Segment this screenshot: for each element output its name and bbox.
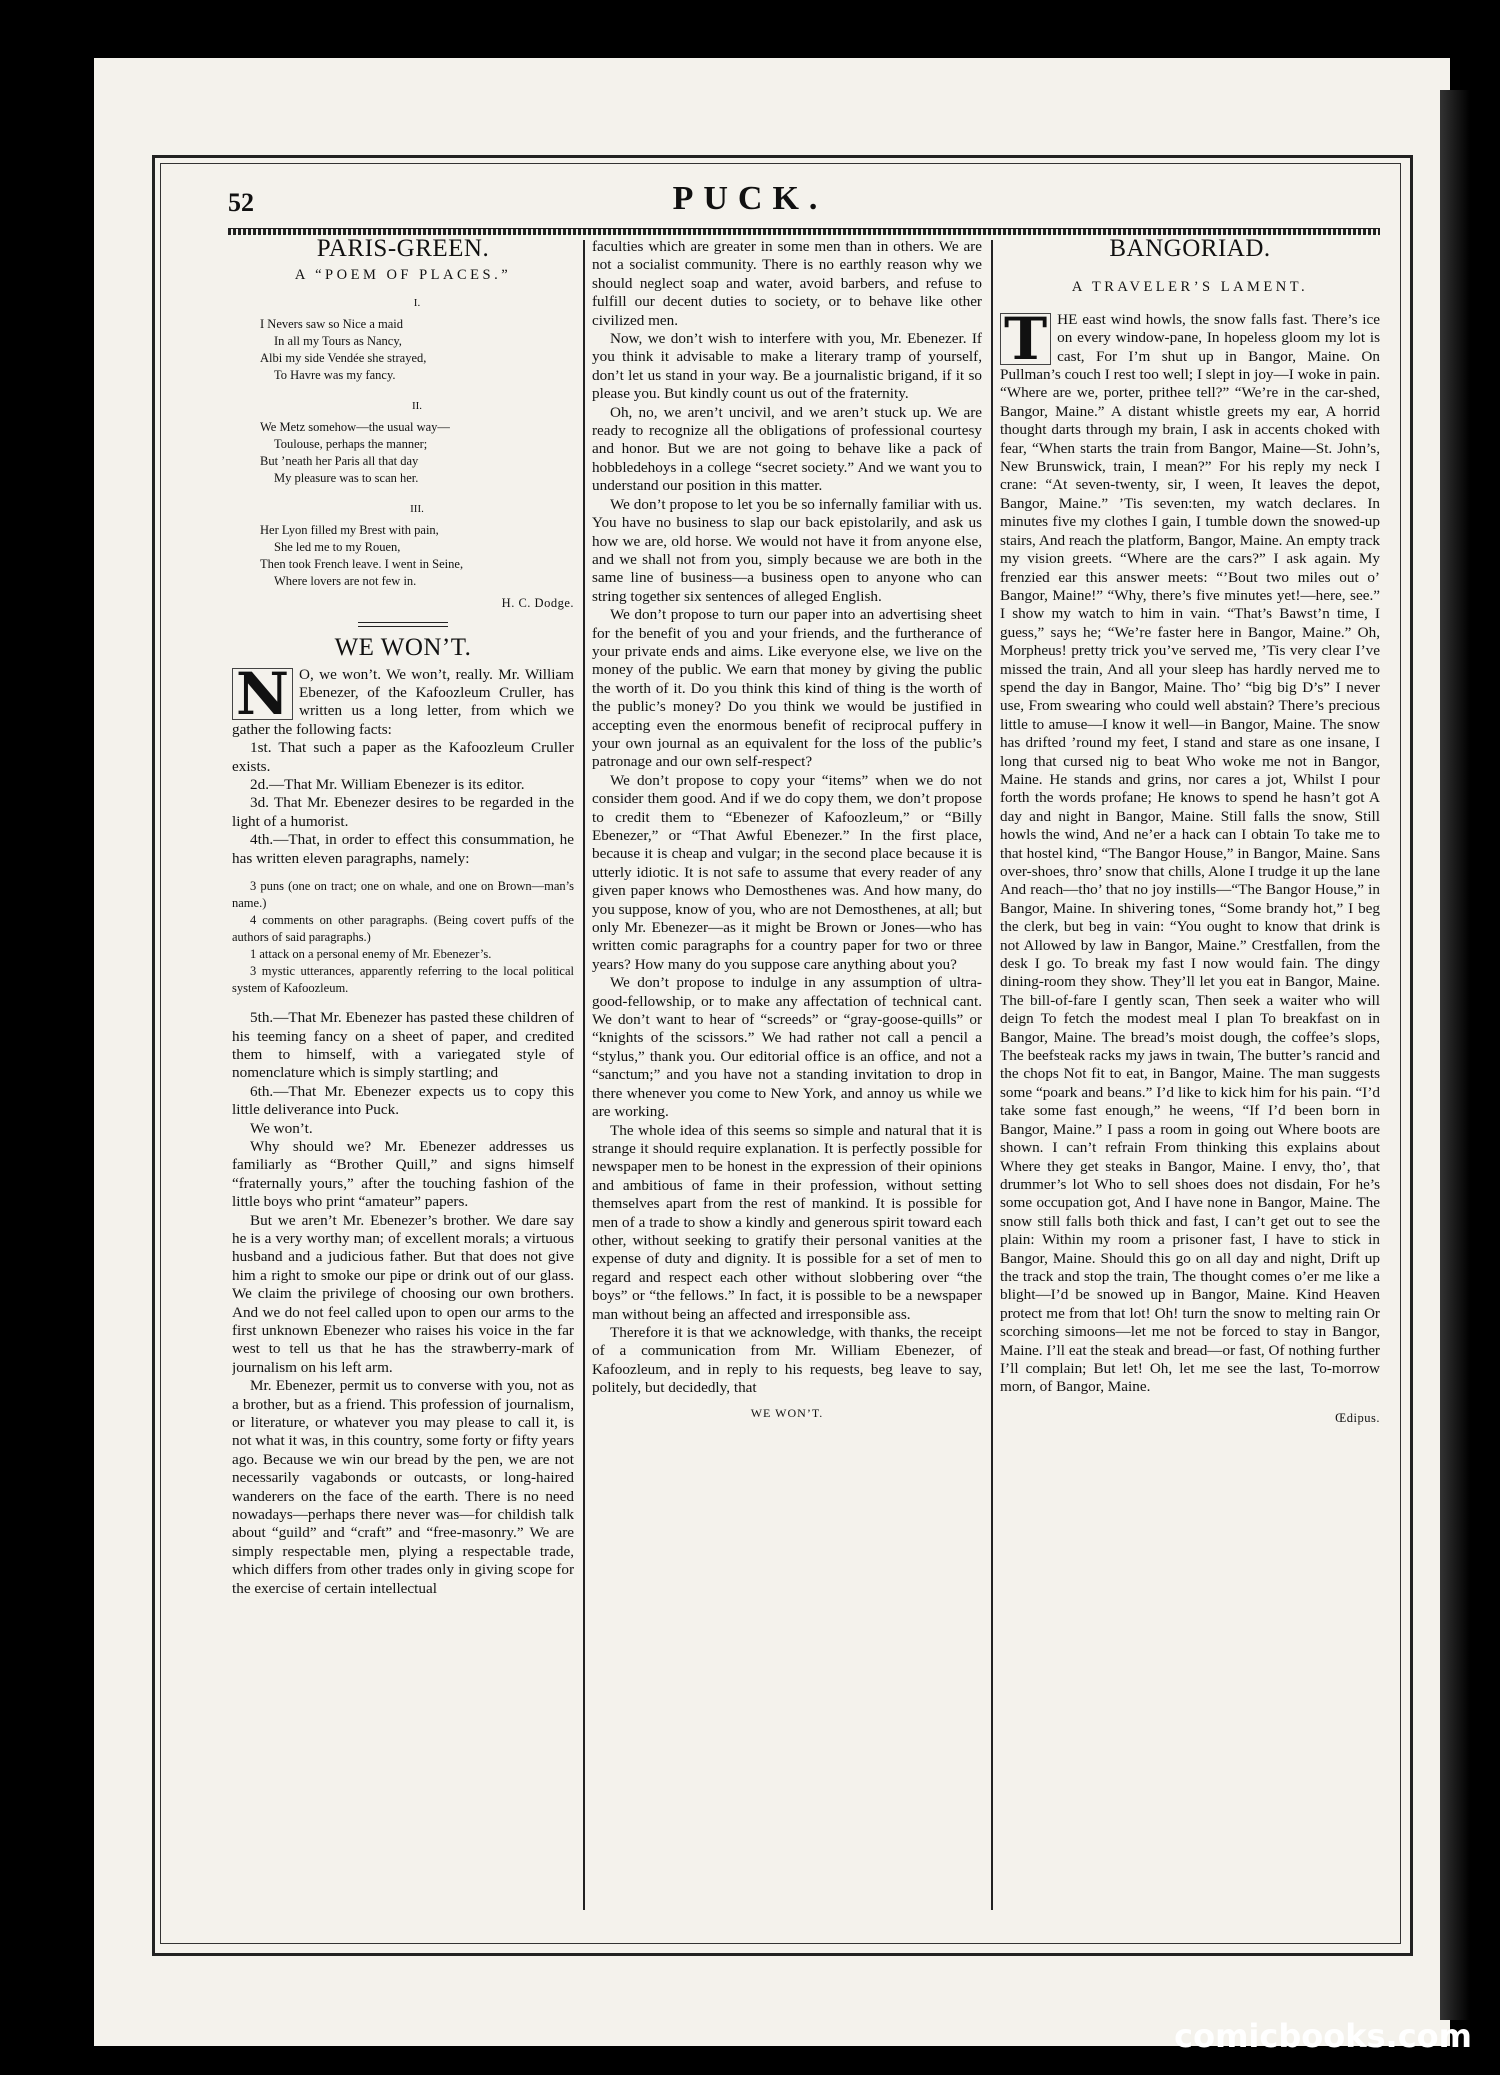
list-item: 3 puns (one on tract; one on whale, and one on Brown—man’s name.) xyxy=(232,879,574,911)
poem-author: H. C. Dodge. xyxy=(501,595,574,610)
paragraph: Mr. Ebenezer, permit us to converse with you, not as a brother, but as a friend. This profession of journalism, or literature, or whatever you may please to call it, is not what it was, in this country, some forty or fifty years ago. Because we win our bread by the pen, we are not necessarily vagabonds or outcasts, or long-haired wanderers on the face of the earth. There is no need nowadays—perhaps there never was—for childish talk about “guild” and “craft” and “free-masonry.” We are simply respectable men, plying a respectable trade, which differs from other trades only in giving scope for the exercise of certain intellectual xyxy=(232,1377,574,1597)
poem-title: BANGORIAD. xyxy=(1109,238,1271,262)
paragraph: 4th.—That, in order to effect this consummation, he has written eleven paragraphs, namely: xyxy=(232,831,574,867)
column-1 xyxy=(232,238,574,1918)
poem-title: PARIS-GREEN. xyxy=(316,238,490,262)
poem-line: She led me to my Rouen, xyxy=(274,539,401,554)
paragraph: Why should we? Mr. Ebenezer addresses us familiarly as “Brother Quill,” and signs himself “fraternally yours,” after the touching fashion of the little boys who print “amateur” papers. xyxy=(232,1137,574,1211)
paragraph: We don’t propose to let you be so infernally familiar with us. You have no business to slap our back epistolarily, and ask us how we are, old horse. We would not have it from anyone else, and we shall not from you, simply because we are both in the same line of business—a business open to anyone who can string together six sentences of alleged English. xyxy=(592,495,982,605)
list-item: 3 mystic utterances, apparently referring to the local political system of Kafoozleum. xyxy=(232,964,574,996)
poem-subtitle: A “POEM OF PLACES.” xyxy=(294,267,512,284)
paragraph-text: HE east wind howls, the snow falls fast. There’s ice on every window-pane, In hopeless gloom my lot is cast, For I’m shut up in Bangor, Maine. On Pullman’s couch I rest too well; I slept in joy—I woke in pain. “Where are we, porter, prithee tell?” “We’re in the car-shed, Bangor, Maine.” A distant whistle greets my ear, A horrid thought darts through my brain, I ask in accents choked with fear, “When starts the train from Bangor, Maine—St. John’s, New Brunswick, train, I mean?” For his reply my neck I crane: “At seven-twenty, sir, I ween, It leaves the depot, Bangor, Maine.” ’Tis seven:ten, my watch declares. In minutes five my clothes I gain, I tumble down the snowed-up stairs, And reach the platform, Bangor, Maine. An empty track my vision greets. “Where are the cars?” I ask again. My frenzied ear this answer meets: “’Bout two miles out o’ Bangor, Maine!” “Why, there’s five minutes yet!—here, see.” I show my watch to him in vain. “That’s Bawst’n time, I guess,” says he; “We’re faster here in Bangor, Maine.” Oh, Morpheus! pretty trick you’ve served me, ’Tis very clear I’ve missed the train, And all your sleep has hardly nerved me to spend the day in Bangor, Maine. Tho’ “big big D’s” I never use, From swearing who could well abstain? There’s precious little to amuse—I know it well—in Bangor, Maine. The snow has drifted ’round my feet, I stand and stare as one insane, I long that cursed nig to beat Who woke me not in Bangor, Maine. He stands and grins, nor cares a jot, Whilst I pour forth the words profane; He knows to spend he hasn’t got A day and night in Bangor, Maine. Still falls the snow, Still howls the wind, And ne’er a hack can I obtain To take me to that hostel kind, “The Bangor House,” in Bangor, Maine. Sans over-shoes, thro’ snow that chills, Alone I trudge it up the lane And reach—tho’ that no joy instills—“The Bangor House,” in Bangor, Maine. In shivering tones, “Some brandy hot,” I beg the clerk, but beg in vain: “You ought to know that drink is not Allowed by law in Bangor, Maine.” Crestfallen, from the desk I go. To break my fast I now would fain. The dingy dining-room they show. They’ll let you eat in Bangor, Maine. The bill-of-fare I gently scan, Then seek a waiter who will deign To fetch the modest meal I plan To breakfast on in Bangor, Maine. The bread’s moist dough, the coffee’s slops, The beefsteak racks my jaws in twain, The butter’s rancid and the chops Not fit to eat, in Bangor, Maine. The man suggests some “poark and beans.” I’d like to kick him for his pain. “I’d take some fast enough,” he weens, “If I’d been born in Bangor, Maine.” I pass a room in going out Where boots are shown. I can’t refrain From thinking this explains about Where they get steaks in Bangor, Maine. I envy, tho’, that drummer’s lot Who to sell shoes does not disdain, For he’s some occupation got, And I have none in Bangor, Maine. The snow still falls both thick and fast, I can’t get out to see the plain: Within my room a prisoner fast, I have to stick in Bangor, Maine. Should this go on all day and night, Drift up the track and stop the train, The thought comes o’er me like a blight—I’d be snowed up in Bangor, Maine. Kind Heaven protect me from that lot! Oh! turn the snow to melting rain Or scorching simoons—let me not be forced to stay in Bangor, Maine. I’ll eat the steak and bread—or fast, Of nothing further I’ll complain; But let! Oh, let me see the last, To-morrow morn, of Bangor, Maine. xyxy=(1000,310,1380,1396)
paragraph: We won’t. xyxy=(250,1119,313,1137)
poem-line: I Nevers saw so Nice a maid xyxy=(260,316,404,331)
poem-line: But ’neath her Paris all that day xyxy=(260,453,419,468)
column-3 xyxy=(1000,238,1380,1918)
paragraph: faculties which are greater in some men than in others. We are not a socialist community. There is no earthly reason why we should neglect soap and water, avoid barbers, and refuse to fulfill our decent duties to society, or to behave like other civilized men. xyxy=(592,238,982,329)
page-number: 52 xyxy=(228,188,254,217)
paragraph: But we aren’t Mr. Ebenezer’s brother. We dare say he is a very worthy man; of excellent morals; a virtuous husband and a judicious father. But that does not give him a right to smoke our pipe or drink out of our glass. We claim the privilege of choosing our own brothers. And we do not feel called upon to open our arms to the first unknown Ebenezer who raises his voice in the far west to tell us that he has the strawberry-mark of journalism on his left arm. xyxy=(232,1211,574,1376)
column-divider-2 xyxy=(991,240,993,1910)
poem-line: Albi my side Vendée she strayed, xyxy=(260,350,427,365)
poem-line: Her Lyon filled my Brest with pain, xyxy=(260,522,439,537)
paragraph: 2d.—That Mr. William Ebenezer is its editor. xyxy=(250,776,525,794)
masthead: PUCK. xyxy=(672,180,828,217)
closing-line: WE WON’T. xyxy=(750,1405,824,1420)
paragraph: Now, we don’t wish to interfere with you, Mr. Ebenezer. If you think it advisable to make a literary tramp of yourself, don’t let us stand in your way. Be a journalistic brigand, if it so please you. But kindly count us out of the fraternity. xyxy=(592,330,982,403)
poem-subtitle: A TRAVELER’S LAMENT. xyxy=(1071,279,1309,296)
section-rule xyxy=(358,622,448,627)
paragraph: We don’t propose to copy your “items” when we do not consider them good. And if we do copy them, we don’t propose to credit them to “Ebenezer of Kafoozleum,” or “Billy Ebenezer,” or “That Awful Ebenezer.” In the first place, because it is cheap and vulgar; in the second place because it is utterly idiotic. It is not safe to assume that every reader of any given paper knows who Demosthenes was. And how many, do you suppose, know of you, who are not Demosthenes, at all; but only Mr. Ebenezer—as it might be Brown or Jones—who has written comic paragraphs for a country paper for two or three years? How many do you suppose care anything about you? xyxy=(592,771,982,973)
watermark: comicbooks.com xyxy=(1174,2017,1472,2055)
paragraph: 6th.—That Mr. Ebenezer expects us to copy this little deliverance into Puck. xyxy=(232,1082,574,1119)
list-item: 1 attack on a personal enemy of Mr. Ebenezer’s. xyxy=(250,947,492,962)
stanza-number: II. xyxy=(411,399,423,412)
paragraph xyxy=(1000,304,1380,1397)
paragraph-text: O, we won’t. We won’t, really. Mr. William Ebenezer, of the Kafoozleum Cruller, has written us a long letter, from which we gather the following facts: xyxy=(232,665,574,738)
stanza-number: III. xyxy=(410,502,424,515)
paragraph: We don’t propose to indulge in any assumption of ultra-good-fellowship, or to make any affectation of technical cant. We don’t want to hear of “screeds” or “gray-goose-quills” or “knights of the scissors.” We had rather not call a pencil a “stylus,” thank you. Our editorial office is an office, and not a “sanctum;” and you have not a standing invitation to drop in there whenever you come to New York, and annoy us while we are working. xyxy=(592,974,982,1121)
article-title: WE WON’T. xyxy=(334,634,472,662)
paragraph: We don’t propose to turn our paper into an advertising sheet for the benefit of you and your friends, and the furtherance of your private ends and aims. Like everyone else, we live on the money of the public. We earn that money by giving the public the worth of it. Do you think this kind of thing is the worth of the public’s money? Do you think we would be justified in accepting even the enormous benefit of reciprocal puffery in your own journal as an equivalent for the loss of the public’s patronage and our own self-respect? xyxy=(592,606,982,771)
poem-author: Œdipus. xyxy=(1335,1410,1380,1425)
paragraph-list xyxy=(232,878,574,997)
paragraph xyxy=(232,659,574,740)
drop-cap: N xyxy=(232,668,293,720)
paragraph: Oh, no, we aren’t uncivil, and we aren’t stuck up. We are ready to recognize all the obligations of professional courtesy and honor. But we are not going to behave like a pack of hobbledehoys in a college “secret society.” And we want you to understand our position in this matter. xyxy=(592,403,982,495)
paragraph: 1st. That such a paper as the Kafoozleum Cruller exists. xyxy=(232,739,574,775)
poem-line: Toulouse, perhaps the manner; xyxy=(274,436,428,451)
paragraph: 3d. That Mr. Ebenezer desires to be regarded in the light of a humorist. xyxy=(232,794,574,830)
paragraph: The whole idea of this seems so simple and natural that it is strange it should require explanation. It is perfectly possible for newspaper men to be honest in the expression of their opinions and ambitious of fame in their profession, without setting themselves apart from the rest of mankind. It is possible for men of a trade to show a kindly and generous spirit toward each other, without seeking to gratify their personal vanities at the expense of duty and dignity. It is possible for a set of men to regard and respect each other without slobbering over “the boys” or “the fellows.” In fact, it is possible to be a newspaper man without being an affected and irresponsible ass. xyxy=(592,1121,982,1323)
poem-line: To Havre was my fancy. xyxy=(274,367,396,382)
poem-line: In all my Tours as Nancy, xyxy=(274,333,402,348)
paragraph: 5th.—That Mr. Ebenezer has pasted these children of his teeming fancy on a sheet of paper, and credited them to himself, with a variegated style of nomenclature which is simply startling; and xyxy=(232,1009,574,1082)
header-rule xyxy=(228,228,1380,235)
stanza-number: I. xyxy=(413,296,421,309)
poem xyxy=(260,295,574,590)
list-item: 4 comments on other paragraphs. (Being covert puffs of the authors of said paragraphs.) xyxy=(232,913,574,945)
poem-line: My pleasure was to scan her. xyxy=(274,470,419,485)
poem-line: We Metz somehow—the usual way— xyxy=(260,419,450,434)
binding-gutter xyxy=(1440,90,1470,2020)
paragraph: Therefore it is that we acknowledge, with thanks, the receipt of a communication from Mr. William Ebenezer, of Kafoozleum, and in reply to his requests, beg leave to say, politely, but decidedly, that xyxy=(592,1323,982,1397)
drop-cap: T xyxy=(1000,313,1051,365)
column-divider-1 xyxy=(583,240,585,1910)
column-2 xyxy=(592,238,982,1918)
poem-line: Where lovers are not few in. xyxy=(274,573,417,588)
poem-line: Then took French leave. I went in Seine, xyxy=(260,556,464,571)
